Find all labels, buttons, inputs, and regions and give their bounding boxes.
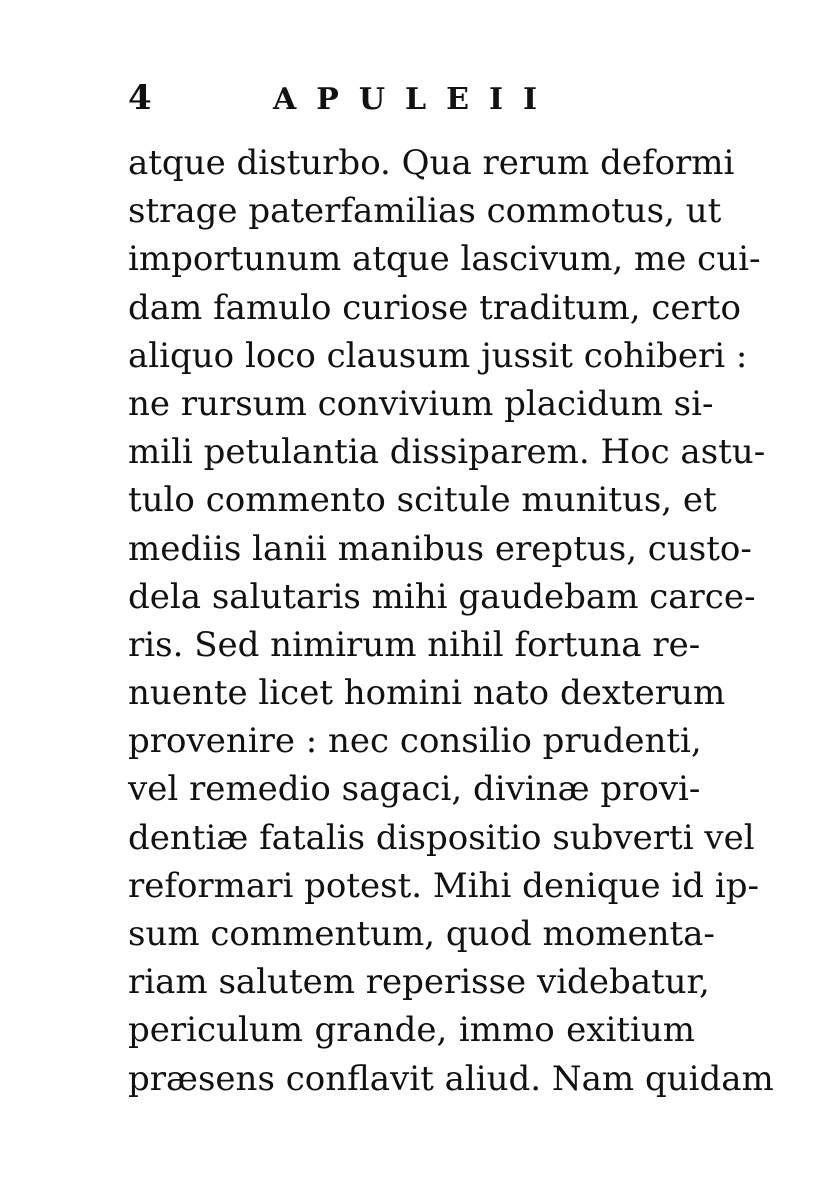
page-number: 4 [128,78,152,118]
text-line: reformari potest. Mihi denique id ip- [128,865,759,906]
body-text [128,139,774,1103]
text-line: riam salutem reperisse videbatur, [128,962,710,1003]
page-header [128,78,728,126]
text-line: aliquo loco clausum jussit cohiberi : [128,335,748,376]
text-line: dela salutaris mihi gaudebam carce- [128,576,756,617]
text-line: provenire : nec consilio prudenti, [128,721,702,762]
text-line: importunum atque lascivum, me cui- [128,239,761,280]
running-title: APULEII [273,82,558,117]
text-line: dam famulo curiose traditum, certo [128,287,741,328]
text-line: sum commentum, quod momenta- [128,914,715,954]
text-line: dentiæ fatalis dispositio subverti vel [128,817,755,858]
text-line: mediis lanii manibus ereptus, custo- [128,528,752,569]
text-line: tulo commento scitule munitus, et [128,480,717,521]
text-line: nuente licet homini nato dexterum [128,673,726,714]
text-line: atque disturbo. Qua rerum deformi [128,143,735,183]
text-line: strage paterfamilias commotus, ut [128,191,722,232]
text-line: ne rursum convivium placidum si- [128,383,714,424]
text-line: præsens conflavit aliud. Nam quidam [128,1058,774,1099]
text-line: ris. Sed nimirum nihil fortuna re- [128,624,701,665]
text-line: periculum grande, immo exitium [128,1010,695,1051]
text-line: mili petulantia dissiparem. Hoc astu- [128,432,766,473]
text-line: vel remedio sagaci, divinæ provi- [128,769,701,810]
